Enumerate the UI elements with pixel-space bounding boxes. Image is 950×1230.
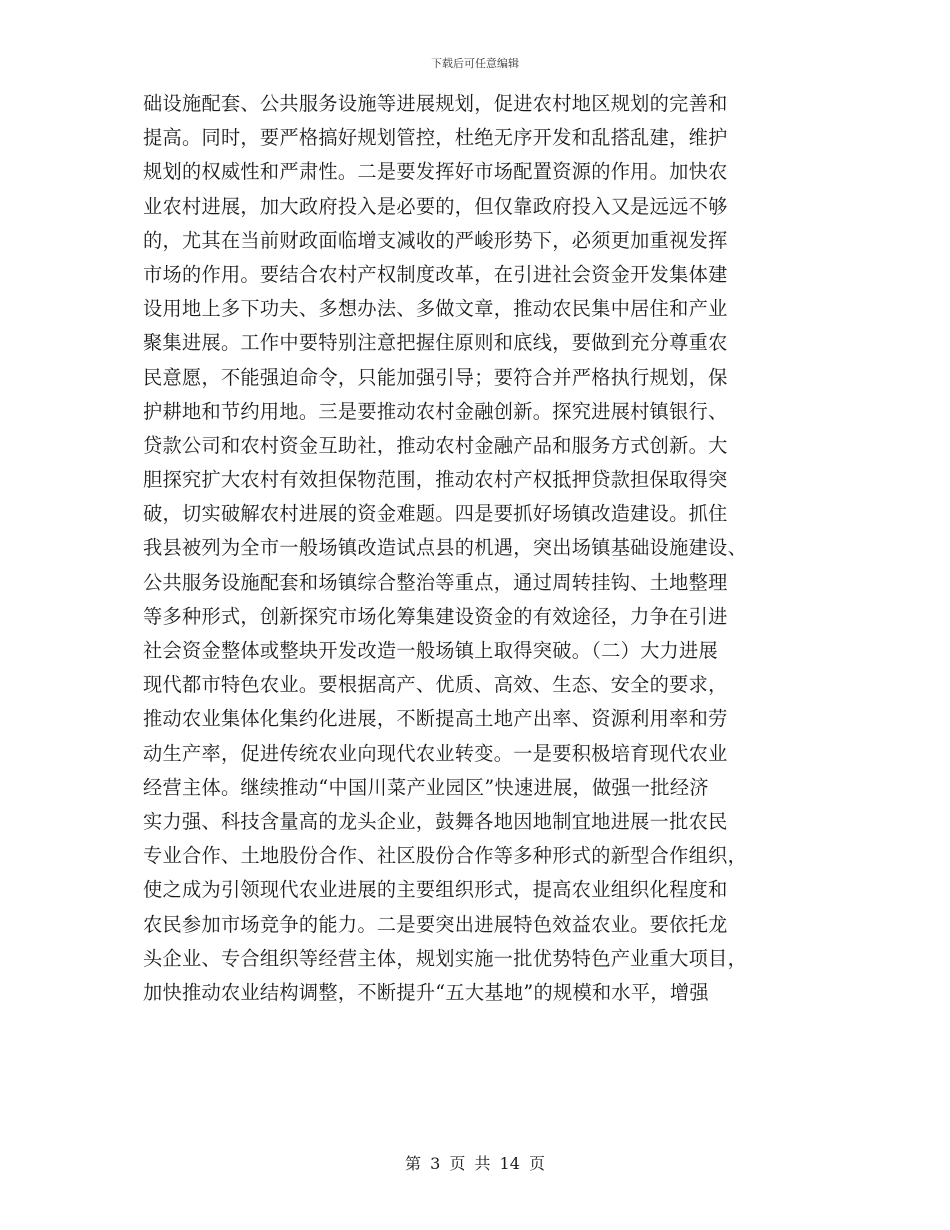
page-number: 第 3 页 共 14 页 bbox=[405, 1154, 545, 1173]
body-line: 护耕地和节约用地。三是要推动农村金融创新。探究进展村镇银行、 bbox=[143, 399, 728, 423]
page-header-note: 下载后可任意编辑 bbox=[431, 57, 519, 70]
body-line: 社会资金整体或整块开发改造一般场镇上取得突破。（二）大力进展 bbox=[143, 639, 719, 662]
document-body bbox=[143, 87, 803, 1010]
body-line: 专业合作、土地股份合作、社区股份合作等多种形式的新型合作组织， bbox=[143, 844, 748, 868]
body-line: 等多种形式，创新探究市场化筹集建设资金的有效途径，力争在引进 bbox=[143, 604, 728, 628]
body-line: 聚集进展。工作中要特别注意把握住原则和底线，要做到充分尊重农 bbox=[143, 331, 728, 355]
body-line: 我县被列为全市一般场镇改造试点县的机遇，突出场镇基础设施建设、 bbox=[143, 536, 748, 560]
body-line: 公共服务设施配套和场镇综合整治等重点，通过周转挂钩、土地整理 bbox=[143, 570, 728, 594]
body-line: 加快推动农业结构调整，不断提升“五大基地”的规模和水平，增强 bbox=[143, 980, 709, 1004]
body-line: 胆探究扩大农村有效担保物范围，推动农村产权抵押贷款担保取得突 bbox=[143, 468, 728, 492]
body-line: 动生产率，促进传统农业向现代农业转变。一是要积极培育现代农业 bbox=[143, 741, 728, 765]
body-line: 础设施配套、公共服务设施等进展规划，促进农村地区规划的完善和 bbox=[143, 92, 728, 115]
body-line: 破，切实破解农村进展的资金难题。四是要抓好场镇改造建设。抓住 bbox=[143, 502, 728, 526]
body-line: 推动农业集体化集约化进展，不断提高土地产出率、资源利用率和劳 bbox=[143, 707, 728, 731]
body-line: 头企业、专合组织等经营主体，规划实施一批优势特色产业重大项目， bbox=[143, 946, 748, 970]
body-line: 规划的权威性和严肃性。二是要发挥好市场配置资源的作用。加快农 bbox=[143, 160, 728, 184]
body-line: 的，尤其在当前财政面临增支减收的严峻形势下，必须更加重视发挥 bbox=[143, 228, 728, 252]
body-line: 实力强、科技含量高的龙头企业，鼓舞各地因地制宜地进展一批农民 bbox=[143, 809, 728, 833]
body-line: 贷款公司和农村资金互助社，推动农村金融产品和服务方式创新。大 bbox=[143, 433, 728, 457]
body-line: 民意愿，不能强迫命令，只能加强引导；要符合并严格执行规划，保 bbox=[143, 365, 728, 389]
body-line: 农民参加市场竞争的能力。二是要突出进展特色效益农业。要依托龙 bbox=[143, 912, 728, 936]
body-line: 经营主体。继续推动“中国川菜产业园区”快速进展，做强一批经济 bbox=[143, 775, 709, 799]
body-line: 业农村进展，加大政府投入是必要的，但仅靠政府投入又是远远不够 bbox=[143, 194, 728, 218]
body-line: 市场的作用。要结合农村产权制度改革，在引进社会资金开发集体建 bbox=[143, 262, 728, 286]
body-line: 使之成为引领现代农业进展的主要组织形式，提高农业组织化程度和 bbox=[143, 878, 728, 902]
body-line: 设用地上多下功夫、多想办法、多做文章，推动农民集中居住和产业 bbox=[143, 297, 728, 321]
body-line: 现代都市特色农业。要根据高产、优质、高效、生态、安全的要求， bbox=[143, 673, 728, 697]
body-line: 提高。同时，要严格搞好规划管控，杜绝无序开发和乱搭乱建，维护 bbox=[143, 126, 728, 150]
